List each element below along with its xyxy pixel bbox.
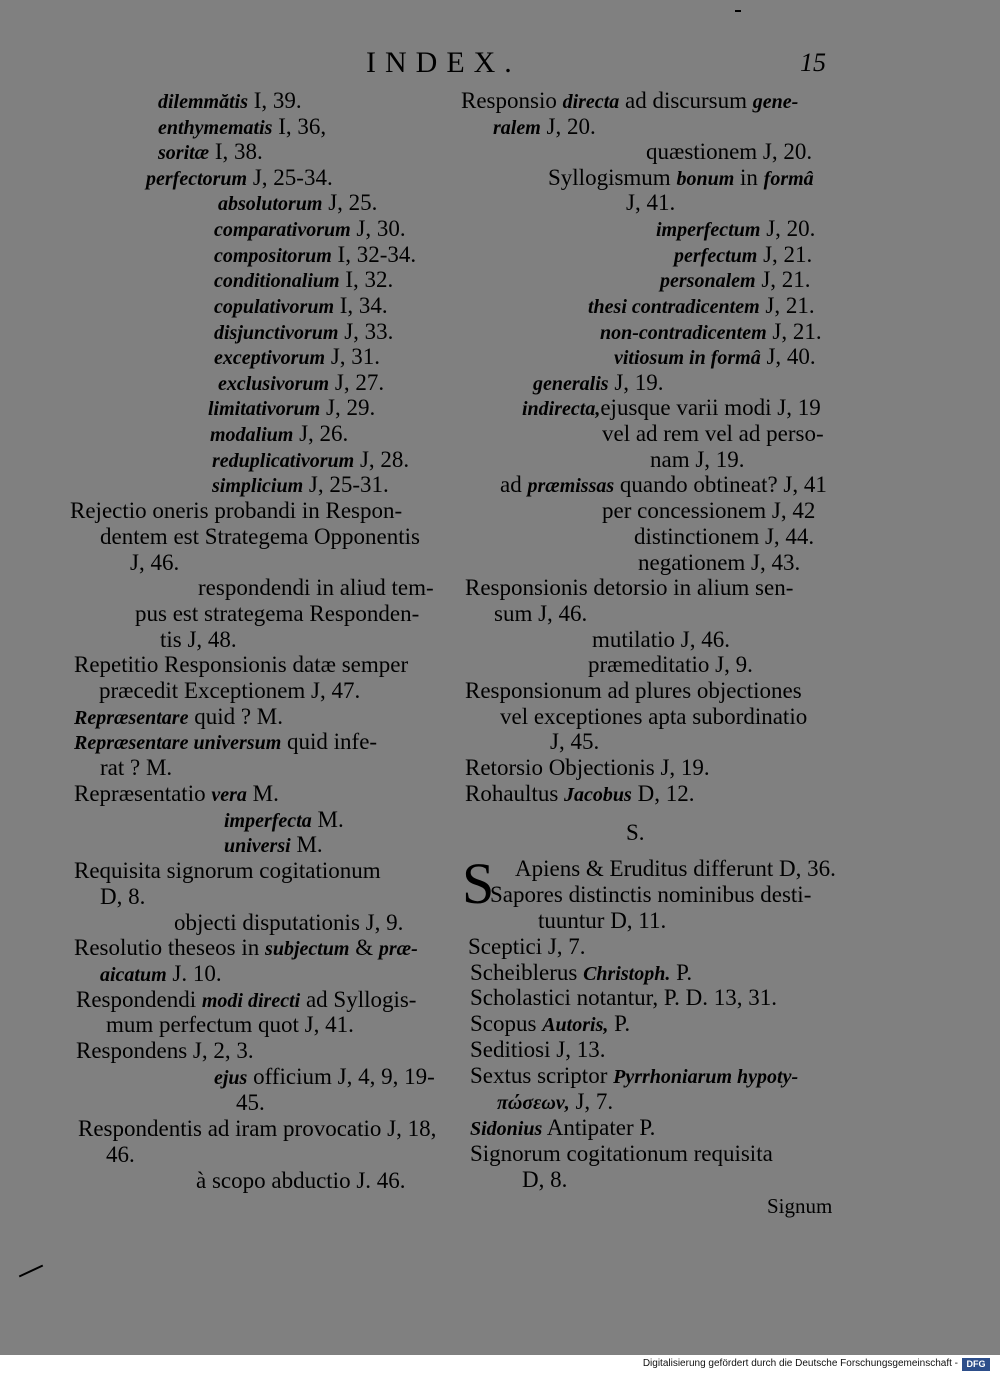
italic-term: præ- bbox=[378, 938, 418, 960]
entry-text: Syllogismum bbox=[548, 165, 677, 190]
entry-text: tis J, 48. bbox=[160, 627, 237, 652]
italic-term: exceptivorum bbox=[214, 347, 326, 369]
entry-text: Seditiosi J, 13. bbox=[470, 1037, 606, 1062]
index-entry bbox=[210, 421, 348, 448]
entry-text: Respondens J, 2, 3. bbox=[76, 1038, 254, 1063]
index-entry bbox=[74, 858, 381, 884]
entry-text: Antipater P. bbox=[542, 1115, 656, 1140]
index-entry bbox=[100, 961, 222, 988]
italic-term: Repræsentare universum bbox=[74, 732, 282, 754]
entry-text: J, 21. bbox=[766, 319, 822, 344]
index-entry bbox=[646, 139, 812, 165]
index-entry bbox=[626, 820, 645, 846]
entry-text: mutilatio J, 46. bbox=[592, 627, 730, 652]
index-entry bbox=[465, 678, 802, 704]
index-entry bbox=[470, 1011, 630, 1038]
index-entry bbox=[214, 319, 393, 346]
entry-text: J, 25-34. bbox=[247, 165, 333, 190]
entry-text: J. 10. bbox=[166, 961, 222, 986]
entry-text: ad discursum bbox=[619, 88, 753, 113]
italic-term: Pyrrhoniarum hypoty- bbox=[613, 1066, 799, 1088]
index-entry bbox=[461, 88, 798, 115]
italic-term: simplicium bbox=[212, 475, 304, 497]
index-heading: INDEX. bbox=[366, 46, 521, 79]
index-entry bbox=[533, 370, 664, 397]
entry-text: Requisita signorum cogitationum bbox=[74, 858, 381, 883]
entry-text: J, 21. bbox=[757, 242, 813, 267]
entry-text: Sceptici J, 7. bbox=[468, 934, 586, 959]
entry-text: J, 45. bbox=[550, 729, 600, 754]
index-entry bbox=[78, 1116, 436, 1142]
index-entry bbox=[614, 344, 816, 371]
entry-text: J, 20. bbox=[760, 216, 816, 241]
entry-text: J, 33. bbox=[338, 319, 394, 344]
entry-text: tuuntur D, 11. bbox=[538, 908, 667, 933]
entry-text: vel exceptiones apta subordinatio bbox=[500, 704, 808, 729]
index-entry bbox=[515, 856, 836, 882]
entry-text: M. bbox=[311, 807, 344, 832]
index-entry bbox=[497, 1089, 613, 1116]
index-entry bbox=[500, 704, 807, 730]
index-entry bbox=[602, 421, 824, 447]
index-entry bbox=[106, 1142, 135, 1168]
entry-text: I, 32-34. bbox=[331, 242, 417, 267]
index-entry bbox=[660, 267, 811, 294]
entry-text: J, 28. bbox=[354, 447, 410, 472]
index-entry bbox=[224, 832, 323, 859]
entry-text: à scopo abductio J. 46. bbox=[196, 1168, 406, 1193]
index-entry bbox=[470, 960, 692, 987]
entry-text: P. bbox=[608, 1011, 631, 1036]
italic-term: exclusivorum bbox=[218, 373, 330, 395]
italic-term: soritæ bbox=[158, 142, 210, 164]
italic-term: vitiosum in formâ bbox=[614, 347, 761, 369]
drop-cap: S bbox=[462, 851, 495, 916]
index-entry bbox=[99, 678, 360, 704]
entry-text: J, 21. bbox=[759, 293, 815, 318]
italic-term: indirecta, bbox=[522, 398, 601, 420]
entry-text: negationem J, 43. bbox=[638, 550, 801, 575]
italic-term: conditionalium bbox=[214, 270, 340, 292]
index-entry bbox=[602, 498, 815, 524]
index-entry bbox=[600, 319, 822, 346]
index-entry bbox=[470, 1063, 798, 1090]
entry-text: quid ? M. bbox=[188, 704, 284, 729]
italic-term: generalis bbox=[533, 373, 609, 395]
italic-term: dilemmătis bbox=[158, 91, 248, 113]
index-entry bbox=[100, 884, 145, 910]
index-entry bbox=[74, 652, 408, 678]
entry-text: Repetitio Responsionis datæ semper bbox=[74, 652, 409, 677]
entry-text: J, 7. bbox=[569, 1089, 614, 1114]
index-entry bbox=[100, 524, 420, 550]
entry-text: præcedit Exceptionem J, 47. bbox=[99, 678, 361, 703]
index-entry bbox=[214, 1064, 435, 1091]
entry-text: S. bbox=[626, 820, 645, 845]
index-entry bbox=[470, 1037, 605, 1063]
entry-text: Respondendi bbox=[76, 987, 202, 1012]
entry-text: J, 40. bbox=[760, 344, 816, 369]
italic-term: subjectum bbox=[265, 938, 350, 960]
entry-text: respondendi in aliud tem- bbox=[198, 575, 434, 600]
entry-text: pus est strategema Responden- bbox=[135, 601, 420, 626]
index-entry bbox=[214, 293, 388, 320]
entry-text: Scopus bbox=[470, 1011, 543, 1036]
index-entry bbox=[146, 165, 333, 192]
index-entry bbox=[212, 447, 409, 474]
index-entry bbox=[158, 88, 302, 115]
italic-term: perfectorum bbox=[146, 168, 248, 190]
index-entry bbox=[538, 908, 666, 934]
index-entry bbox=[208, 395, 375, 422]
entry-text: Apiens & Eruditus differunt D, 36. bbox=[515, 856, 836, 881]
index-entry bbox=[76, 987, 416, 1014]
index-entry bbox=[74, 729, 377, 756]
entry-text: officium J, 4, 9, 19- bbox=[247, 1064, 435, 1089]
catchword: Signum bbox=[767, 1194, 833, 1218]
entry-text: per concessionem J, 42 bbox=[602, 498, 816, 523]
index-entry bbox=[550, 729, 599, 755]
italic-term: absolutorum bbox=[218, 193, 323, 215]
entry-text: quæstionem J, 20. bbox=[646, 139, 813, 164]
index-entry bbox=[236, 1090, 265, 1116]
footer-bar bbox=[0, 1355, 1000, 1375]
italic-term: Autoris, bbox=[542, 1014, 609, 1036]
entry-text: Resolutio theseos in bbox=[74, 935, 266, 960]
index-entry bbox=[465, 781, 694, 808]
italic-term: personalem bbox=[660, 270, 756, 292]
index-entry bbox=[638, 550, 800, 576]
entry-text: I, 39. bbox=[248, 88, 302, 113]
italic-term: Sidonius bbox=[470, 1118, 543, 1140]
entry-text: Sapores distinctis nominibus desti- bbox=[490, 882, 812, 907]
entry-text: J, 27. bbox=[329, 370, 385, 395]
entry-text: rat ? M. bbox=[100, 755, 173, 780]
index-entry bbox=[500, 472, 827, 499]
italic-term: comparativorum bbox=[214, 219, 351, 241]
index-entry bbox=[470, 985, 777, 1011]
entry-text: D, 12. bbox=[631, 781, 695, 806]
entry-text: Signorum cogitationum requisita bbox=[470, 1141, 773, 1166]
scan-speck bbox=[735, 10, 741, 12]
entry-text: Respondentis ad iram provocatio J, 18, bbox=[78, 1116, 437, 1141]
index-entry bbox=[494, 601, 587, 627]
footer-credit: Digitalisierung gefördert durch die Deutsche Forschungsgemeinschaft - bbox=[642, 1358, 958, 1369]
entry-text: P. bbox=[670, 960, 693, 985]
entry-text: præmeditatio J, 9. bbox=[588, 652, 753, 677]
scan-speck bbox=[19, 1265, 43, 1278]
index-entry bbox=[674, 242, 812, 269]
entry-text: M. bbox=[246, 781, 279, 806]
entry-text: sum J, 46. bbox=[494, 601, 588, 626]
index-entry bbox=[214, 242, 416, 269]
index-entry bbox=[470, 1115, 655, 1142]
entry-text: vel ad rem vel ad perso- bbox=[602, 421, 824, 446]
entry-text: Responsio bbox=[461, 88, 563, 113]
index-entry bbox=[160, 627, 237, 653]
entry-text: distinctionem J, 44. bbox=[634, 524, 815, 549]
index-entry bbox=[214, 344, 380, 371]
entry-text: in bbox=[734, 165, 764, 190]
index-entry bbox=[196, 1168, 406, 1194]
entry-text: I, 32. bbox=[339, 267, 394, 292]
italic-term: ralem bbox=[493, 117, 541, 139]
entry-text: Sextus scriptor bbox=[470, 1063, 614, 1088]
entry-text: J, 46. bbox=[130, 550, 180, 575]
italic-term: Jacobus bbox=[564, 784, 632, 806]
index-entry bbox=[634, 524, 814, 550]
index-entry bbox=[74, 704, 283, 731]
entry-text: D, 8. bbox=[100, 884, 146, 909]
entry-text: J, 41. bbox=[626, 190, 676, 215]
entry-text: & bbox=[349, 935, 379, 960]
entry-text: Scheiblerus bbox=[470, 960, 584, 985]
italic-term: πώσεων, bbox=[497, 1092, 570, 1114]
italic-term: ejus bbox=[214, 1067, 248, 1089]
entry-text: nam J, 19. bbox=[650, 447, 745, 472]
entry-text: Repræsentatio bbox=[74, 781, 212, 806]
italic-term: vera bbox=[211, 784, 247, 806]
italic-term: formâ bbox=[763, 168, 814, 190]
index-entry bbox=[465, 575, 793, 601]
italic-term: disjunctivorum bbox=[214, 322, 339, 344]
index-entry bbox=[74, 935, 418, 962]
italic-term: compositorum bbox=[214, 245, 332, 267]
index-entry bbox=[158, 114, 326, 141]
entry-text: Scholastici notantur, P. D. 13, 31. bbox=[470, 985, 778, 1010]
dfg-logo-icon: DFG bbox=[962, 1358, 990, 1371]
index-entry bbox=[218, 370, 384, 397]
entry-text: Retorsio Objectionis J, 19. bbox=[465, 755, 710, 780]
entry-text: J, 20. bbox=[540, 114, 596, 139]
entry-text: D, 8. bbox=[522, 1167, 568, 1192]
entry-text: mum perfectum quot J, 41. bbox=[106, 1012, 354, 1037]
italic-term: aicatum bbox=[100, 964, 167, 986]
entry-text: M. bbox=[290, 832, 323, 857]
italic-term: limitativorum bbox=[208, 398, 321, 420]
entry-text: ejusque varii modi J, 19 bbox=[600, 395, 821, 420]
italic-term: reduplicativorum bbox=[212, 450, 355, 472]
entry-text: Rejectio oneris probandi in Respon- bbox=[70, 498, 403, 523]
index-entry bbox=[214, 216, 406, 243]
index-entry bbox=[100, 755, 172, 781]
index-entry bbox=[212, 472, 389, 499]
index-entry bbox=[224, 807, 344, 834]
italic-term: non-contradicentem bbox=[600, 322, 767, 344]
italic-term: perfectum bbox=[674, 245, 758, 267]
entry-text: J, 21. bbox=[755, 267, 811, 292]
index-entry bbox=[70, 498, 402, 524]
italic-term: enthymematis bbox=[158, 117, 273, 139]
index-entry bbox=[198, 575, 434, 601]
entry-text: objecti disputationis J, 9. bbox=[174, 910, 404, 935]
italic-term: bonum bbox=[676, 168, 735, 190]
index-entry bbox=[522, 1167, 567, 1193]
entry-text: Responsionum ad plures objectiones bbox=[465, 678, 802, 703]
entry-text: quid infe- bbox=[281, 729, 378, 754]
italic-term: copulativorum bbox=[214, 296, 335, 318]
entry-text: J, 30. bbox=[350, 216, 406, 241]
italic-term: Christoph. bbox=[583, 963, 671, 985]
index-entry bbox=[490, 882, 811, 908]
index-entry bbox=[588, 293, 815, 320]
index-entry bbox=[106, 1012, 354, 1038]
italic-term: thesi contradicentem bbox=[588, 296, 760, 318]
entry-text: I, 38. bbox=[209, 139, 263, 164]
italic-term: gene- bbox=[752, 91, 799, 113]
index-entry bbox=[218, 190, 377, 217]
italic-term: modi directi bbox=[201, 990, 301, 1012]
italic-term: Repræsentare bbox=[74, 707, 189, 729]
entry-text: 45. bbox=[236, 1090, 265, 1115]
index-entry bbox=[74, 781, 279, 808]
entry-text: J, 29. bbox=[320, 395, 376, 420]
italic-term: imperfecta bbox=[224, 810, 312, 832]
index-entry bbox=[592, 627, 730, 653]
entry-text: J, 26. bbox=[293, 421, 349, 446]
entry-text: dentem est Strategema Opponentis bbox=[100, 524, 421, 549]
italic-term: universi bbox=[224, 835, 291, 857]
entry-text: J, 19. bbox=[608, 370, 664, 395]
entry-text: Rohaultus bbox=[465, 781, 565, 806]
index-entry bbox=[214, 267, 393, 294]
entry-text: J, 25-31. bbox=[303, 472, 389, 497]
italic-term: directa bbox=[562, 91, 620, 113]
index-entry bbox=[470, 1141, 773, 1167]
italic-term: modalium bbox=[210, 424, 294, 446]
entry-text: J, 31. bbox=[325, 344, 381, 369]
index-entry bbox=[626, 190, 675, 216]
entry-text: ad bbox=[500, 472, 528, 497]
page-number: 15 bbox=[800, 48, 826, 77]
index-entry bbox=[465, 755, 710, 781]
italic-term: imperfectum bbox=[656, 219, 761, 241]
index-entry bbox=[522, 395, 821, 422]
entry-text: 46. bbox=[106, 1142, 135, 1167]
index-entry bbox=[135, 601, 419, 627]
index-entry bbox=[588, 652, 753, 678]
index-entry bbox=[493, 114, 596, 141]
entry-text: quando obtineat? J, 41 bbox=[614, 472, 827, 497]
entry-text: J, 25. bbox=[322, 190, 378, 215]
index-entry bbox=[130, 550, 179, 576]
italic-term: præmissas bbox=[527, 475, 615, 497]
entry-text: ad Syllogis- bbox=[300, 987, 417, 1012]
entry-text: I, 34. bbox=[334, 293, 388, 318]
index-entry bbox=[548, 165, 814, 192]
entry-text: I, 36, bbox=[272, 114, 327, 139]
index-entry bbox=[76, 1038, 254, 1064]
index-entry bbox=[656, 216, 815, 243]
index-entry bbox=[468, 934, 586, 960]
index-entry bbox=[650, 447, 745, 473]
index-entry bbox=[158, 139, 263, 166]
entry-text: Responsionis detorsio in alium sen- bbox=[465, 575, 794, 600]
index-entry bbox=[174, 910, 403, 936]
